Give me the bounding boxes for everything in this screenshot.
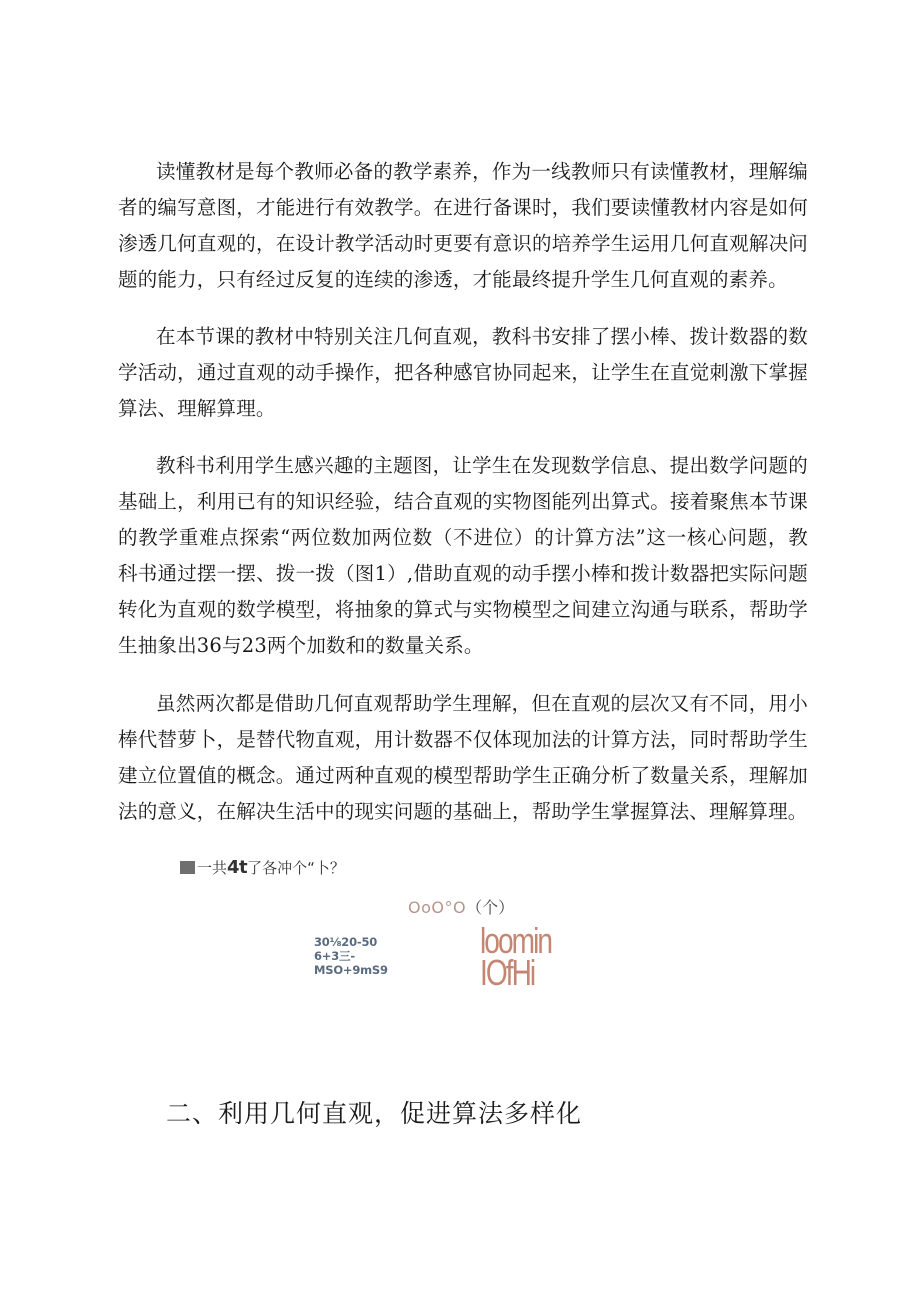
paragraph-4: 虽然两次都是借助几何直观帮助学生理解，但在直观的层次又有不同，用小棒代替萝卜，是替代物直观，用计数器不仅体现加法的计算方法，同时帮助学生建立位置值的概念。通过两种直观的模型帮助学生正确分析了数量关系，理解加法的意义，在解决生活中的现实问题的基础上，帮助学生掌握算法、理解算理。 bbox=[118, 692, 808, 823]
unit-symbols: OoO°O bbox=[408, 898, 467, 917]
caption-prefix: 一共 bbox=[197, 859, 228, 877]
paragraph-1: 读懂教材是每个教师必备的教学素养，作为一线教师只有读懂教材，理解编者的编写意图，才能进行有效教学。在进行备课时，我们要读懂教材内容是如何渗透几何直观的，在设计教学活动时更要有意识的培养学生运用几何直观解决问题的能力，只有经过反复的连续的渗透，才能最终提升学生几何直观的素养。 bbox=[118, 160, 808, 291]
figure-large-text bbox=[480, 920, 552, 993]
figure-calculation bbox=[314, 935, 388, 977]
big-line-2: IOfHi bbox=[480, 952, 535, 993]
figure-caption bbox=[180, 857, 345, 878]
unit-label: （个） bbox=[466, 898, 515, 917]
calc-line-2: 6+3三- bbox=[314, 949, 355, 963]
section-heading: 二、利用几何直观，促进算法多样化 bbox=[166, 1099, 583, 1128]
figure-1 bbox=[176, 855, 616, 1005]
paragraph-3: 教科书利用学生感兴趣的主题图，让学生在发现数学信息、提出数学问题的基础上，利用已有的知识经验，结合直观的实物图能列出算式。接着聚焦本节课的教学重难点探索“两位数加两位数（不进位）的计算方法”这一核心问题，教科书通过摆一摆、拨一拨（图1）,借助直观的动手摆小棒和拨计数器把实际问题转化为直观的数学模型，将抽象的算式与实物模型之间建立沟通与联系，帮助学生抽象出36与23两个加数和的数量关系。 bbox=[118, 454, 808, 657]
caption-suffix: 了各冲个“卜？ bbox=[247, 859, 345, 877]
figure-marker-square bbox=[180, 861, 195, 874]
figure-unit-row bbox=[408, 895, 514, 918]
paragraph-2: 在本节课的教材中特别关注几何直观，教科书安排了摆小棒、拨计数器的数学活动，通过直观的动手操作，把各种感官协同起来，让学生在直觉刺激下掌握算法、理解算理。 bbox=[118, 325, 808, 420]
caption-bold: 4t bbox=[227, 857, 248, 878]
calc-line-1: 30⅛20-50 bbox=[314, 935, 378, 949]
big-line-1: loomin bbox=[480, 920, 552, 961]
calc-line-3: MSO+9mS9 bbox=[314, 963, 388, 977]
